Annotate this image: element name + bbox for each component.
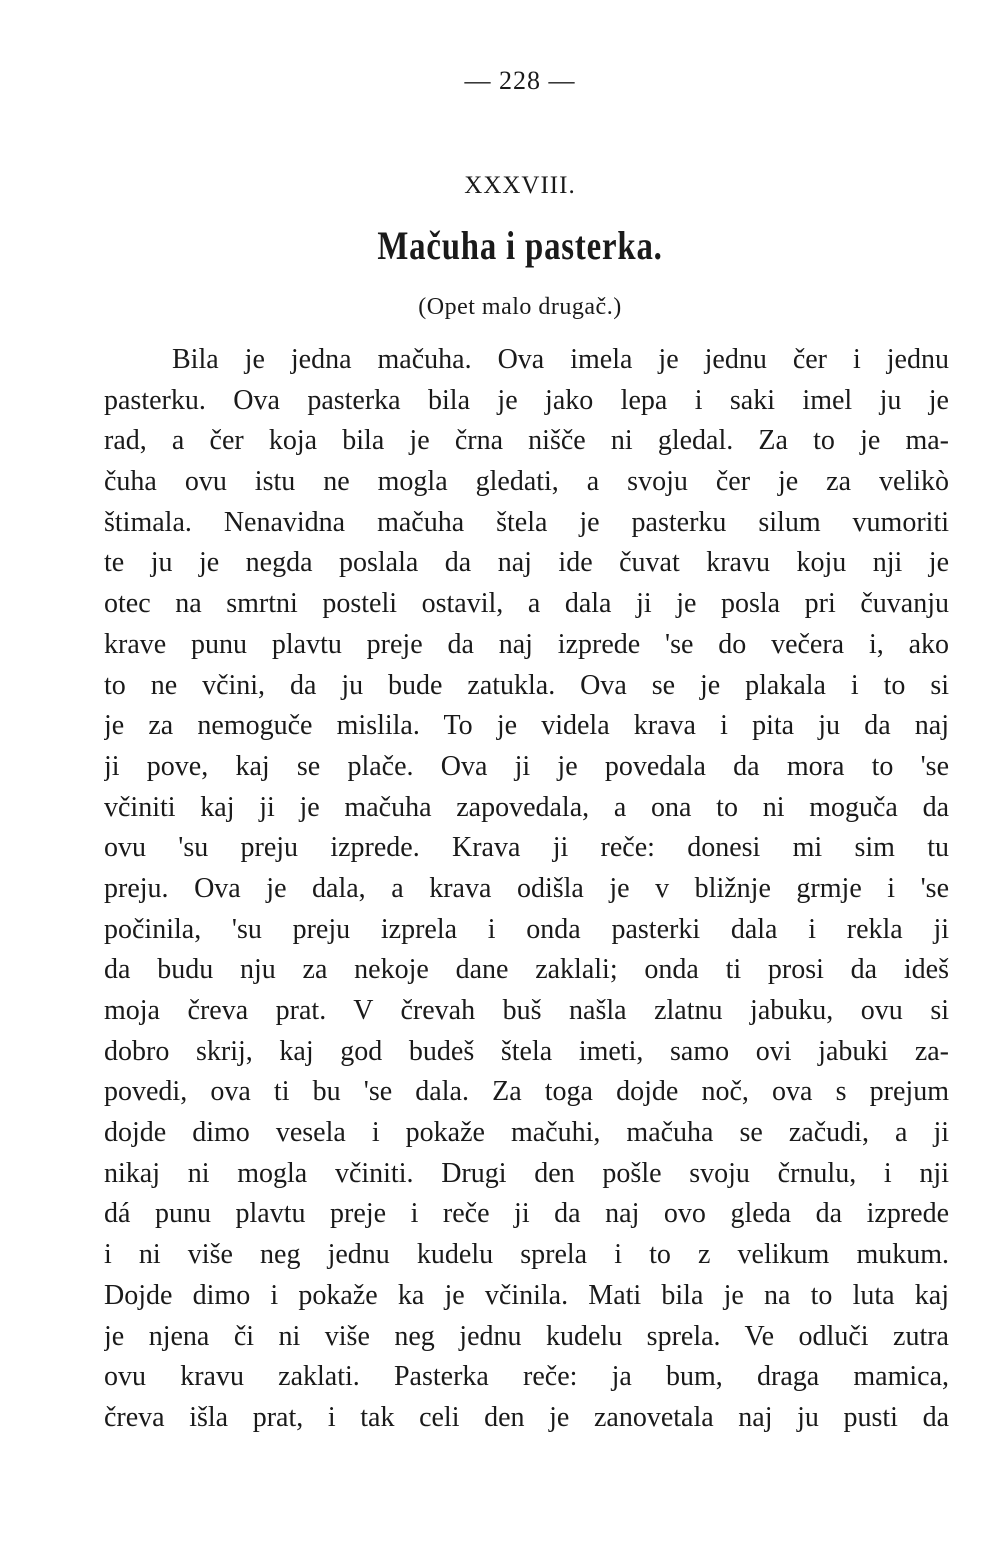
text-line: dá punu plavtu preje i reče ji da naj ovo gleda da izprede (104, 1198, 949, 1230)
text-line: i ni više neg jednu kudelu sprela i to z velikum mukum. (104, 1239, 949, 1271)
text-line: te ju je negda poslala da naj ide čuvat kravu koju nji je (104, 547, 949, 579)
text-line: rad, a čer koja bila je črna nišče ni gledal. Za to je ma- (104, 425, 949, 457)
text-line: Bila je jedna mačuha. Ova imela je jednu čer i jednu (172, 344, 949, 375)
text-line: nikaj ni mogla včiniti. Drugi den pošle svoju črnulu, i nji (104, 1157, 949, 1189)
text-line: dojde dimo vesela i pokaže mačuhi, mačuha se začudi, a ji (104, 1117, 949, 1149)
text-line: povedi, ova ti bu 'se dala. Za toga dojde noč, ova s prejum (104, 1076, 949, 1108)
text-line: da budu nju za nekoje dane zaklali; onda ti prosi da ideš (104, 954, 949, 986)
text-line: preju. Ova je dala, a krava odišla je v bližnje grmje i 'se (104, 872, 949, 904)
text-line: dobro skrij, kaj god budeš štela imeti, samo ovi jabuki za- (104, 1035, 949, 1067)
text-line: otec na smrtni posteli ostavil, a dala ji je posla pri čuvanju (104, 588, 949, 620)
body-text (104, 340, 949, 1439)
text-line: je za nemoguče mislila. To je videla krava i pita ju da naj (104, 710, 949, 742)
story-subtitle: (Opet malo drugač.) (418, 294, 622, 320)
text-line: čuha ovu istu ne mogla gledati, a svoju čer je za velikò (104, 466, 949, 498)
text-line: včiniti kaj ji je mačuha zapovedala, a ona to ni moguča da (104, 791, 949, 823)
story-title: Mačuha i pasterka. (377, 223, 663, 268)
text-line: to ne včini, da ju bude zatukla. Ova se je plakala i to si (104, 669, 949, 701)
text-line: moja čreva prat. V črevah buš našla zlatnu jabuku, ovu si (104, 995, 949, 1026)
text-line: krave punu plavtu preje da naj izprede 'se do večera i, ako (104, 628, 949, 660)
text-line: pasterku. Ova pasterka bila je jako lepa i saki imel ju je (104, 384, 949, 416)
text-line: ovu 'su preju izprede. Krava ji reče: donesi mi sim tu (104, 832, 949, 864)
text-line: ji pove, kaj se plače. Ova ji je povedala da mora to 'se (104, 750, 949, 782)
chapter-number: XXXVIII. (464, 172, 576, 199)
text-line: čreva išla prat, i tak celi den je zanovetala naj ju pusti da (104, 1401, 949, 1433)
page-number: — 228 — (464, 66, 576, 95)
text-line: Dojde dimo i pokaže ka je včinila. Mati bila je na to luta kaj (104, 1279, 949, 1311)
text-line: štimala. Nenavidna mačuha štela je pasterku silum vumoriti (104, 506, 949, 538)
text-line: ovu kravu zaklati. Pasterka reče: ja bum, draga mamica, (104, 1361, 949, 1393)
text-line: je njena či ni više neg jednu kudelu sprela. Ve odluči zutra (104, 1320, 949, 1352)
text-line: počinila, 'su preju izprela i onda pasterki dala i rekla ji (104, 913, 949, 945)
